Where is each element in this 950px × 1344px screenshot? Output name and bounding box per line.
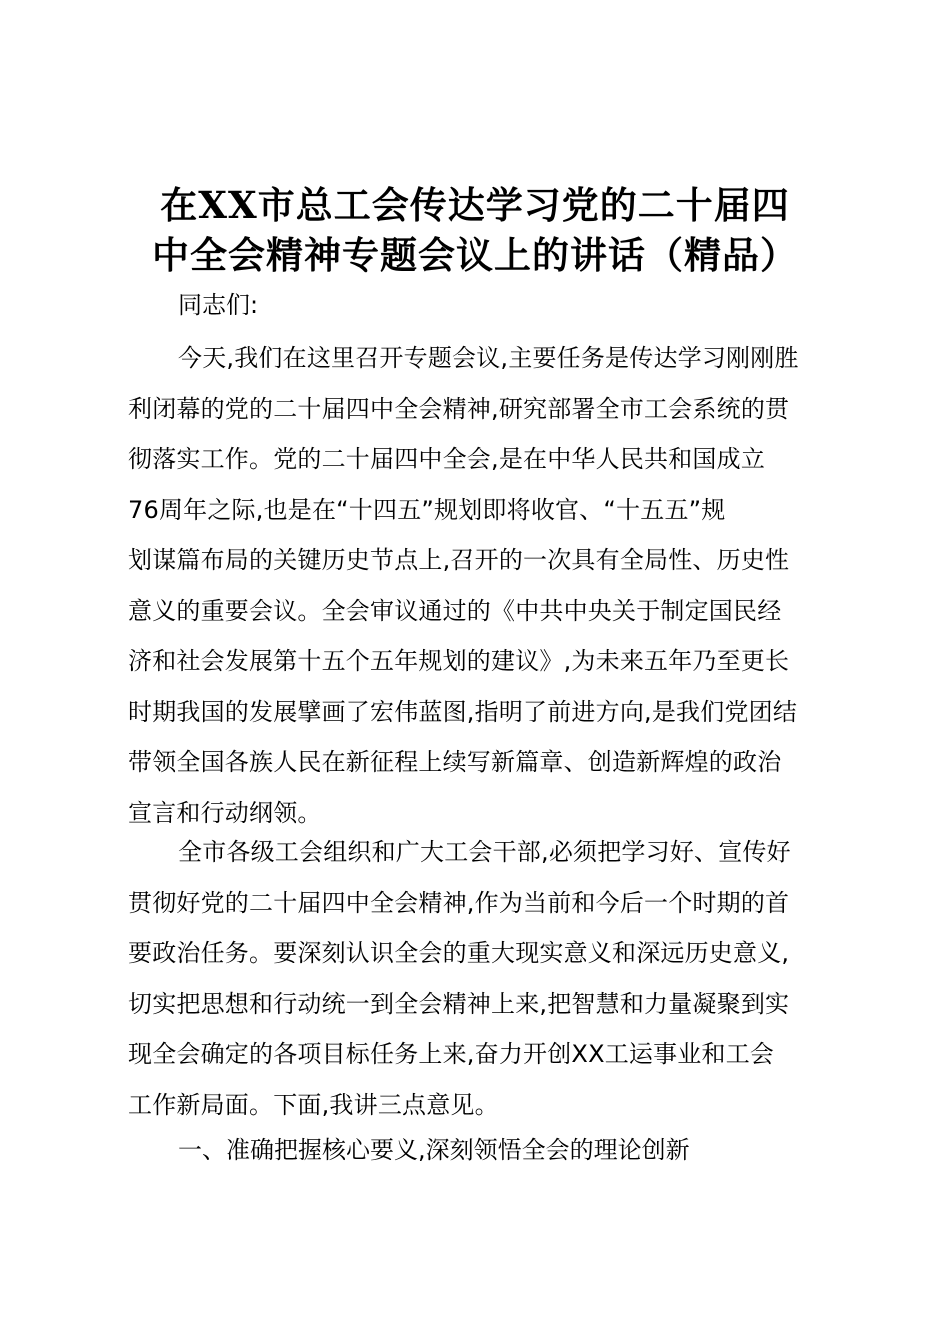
paragraph-line: 要政治任务。要深刻认识全会的重大现实意义和深远历史意义, [128, 939, 790, 967]
paragraph-line: 利闭幕的党的二十届四中全会精神,研究部署全市工会系统的贯 [128, 394, 790, 423]
section-heading: 一、准确把握核心要义,深刻领悟全会的理论创新 [178, 1136, 690, 1164]
paragraph-line: 意义的重要会议。全会审议通过的《中共中央关于制定国民经 [128, 596, 782, 625]
paragraph-line: 济和社会发展第十五个五年规划的建议》,为未来五年乃至更长 [128, 647, 790, 675]
paragraph-line: 76周年之际,也是在“十四五”规划即将收官、“十五五”规 [128, 495, 726, 524]
paragraph-line: 现全会确定的各项目标任务上来,奋力开创XX工运事业和工会 [128, 1040, 775, 1068]
paragraph-line: 带领全国各族人民在新征程上续写新篇章、创造新辉煌的政治 [128, 748, 782, 776]
paragraph-line: 彻落实工作。党的二十届四中全会,是在中华人民共和国成立 [128, 445, 766, 473]
paragraph-line: 宣言和行动纲领。 [128, 798, 322, 827]
paragraph-line: 时期我国的发展擘画了宏伟蓝图,指明了前进方向,是我们党团结 [128, 697, 798, 726]
paragraph-1 [128, 333, 848, 838]
paragraph-line: 划谋篇布局的关键历史节点上,召开的一次具有全局性、历史性 [128, 546, 790, 574]
paragraph-line: 全市各级工会组织和广大工会干部,必须把学习好、宣传好 [178, 838, 791, 866]
document-title [110, 180, 840, 280]
paragraph-line: 今天,我们在这里召开专题会议,主要任务是传达学习刚刚胜 [178, 344, 799, 372]
paragraph-line: 贯彻好党的二十届四中全会精神,作为当前和今后一个时期的首 [128, 888, 790, 917]
paragraph-line: 工作新局面。下面,我讲三点意见。 [128, 1090, 499, 1119]
paragraph-2 [128, 827, 848, 1130]
title-line: 中全会精神专题会议上的讲话（精品） [152, 233, 798, 277]
salutation: 同志们: [178, 291, 259, 319]
title-line: 在XX市总工会传达学习党的二十届四 [160, 183, 790, 227]
paragraph-line: 切实把思想和行动统一到全会精神上来,把智慧和力量凝聚到实 [128, 989, 790, 1018]
